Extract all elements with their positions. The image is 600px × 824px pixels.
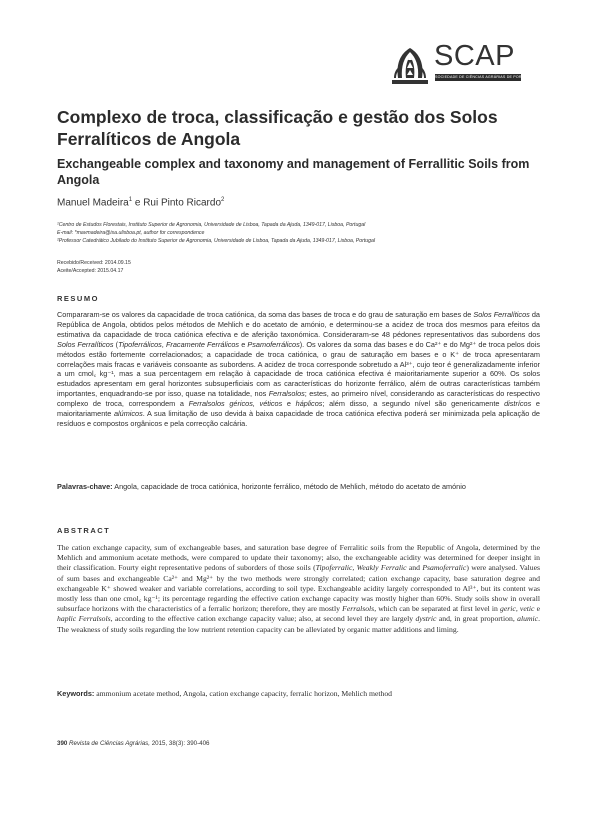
author-separator: e: [132, 197, 144, 209]
author-email: E-mail: *mavmadeira@isa.ulisboa.pt, author for correspondence: [57, 230, 205, 236]
affiliation-2: ²Professor Catedrático Jubilado do Instituto Superior de Agronomia, Universidade de Lisboa, Tapada da Ajuda, 1349-017, Lisboa, Portugal: [57, 238, 376, 244]
scap-emblem-icon: [388, 44, 432, 88]
author-affil-mark: 1: [128, 197, 133, 203]
logo-subtitle: SOCIEDADE DE CIÊNCIAS AGRÁRIAS DE PORTUGAL: [435, 75, 535, 79]
accepted-date: Aceite/Accepted: 2015.04.17: [57, 268, 124, 274]
resumo-heading: RESUMO: [57, 294, 99, 303]
author-name: Manuel Madeira: [57, 197, 129, 209]
title-portuguese: Complexo de troca, classificação e gestão dos Solos Ferralíticos de Angola: [57, 107, 498, 149]
journal-name: Revista de Ciências Agrárias,: [67, 740, 150, 747]
authors: [57, 197, 224, 208]
keywords-en-label: Keywords:: [57, 689, 95, 698]
logo-name: SCAP: [434, 40, 515, 72]
page-footer: [57, 740, 210, 747]
abstract-heading: ABSTRACT: [57, 526, 111, 535]
keywords-en-text: ammonium acetate method, Angola, cation exchange capacity, ferralic horizon, Mehlich method: [94, 689, 393, 698]
scap-logo: [388, 40, 535, 88]
keywords-en: [57, 689, 540, 699]
abstract-text: The cation exchange capacity, sum of exchangeable bases, and saturation base degree of Ferralitic soils from the Republic of Angola, determined by the Mehlich and ammonium acetate methods, were compared to update their taxonomy; also, the exchangeable acidity was determined for deeper insight in their classification. Fourty eight representative pedons of suborders of those soils (Tipoferralic, Weakly Ferralic and Psamoferralic) were analysed. Values of sum bases and exchangeable Ca²⁺ and Mg²⁺ by the two methods were strongly correlated; cation exchange capacity, base saturation degree and exchangeable K⁺ showed weaker and variable correlations, according to soil type. Exchangeable acidity largely corresponded to Al³⁺, but its content was mostly less than one cmol꜀ kg⁻¹; its percentage regarding the effective cation exchange capacity was mostly higher than 60%. Study soils show in overall subsurface horizons with the characteristics of a ferralic horizon; therefore, they are mostly Ferralsols, which can be separated at first level in geric, vetic e haplic Ferralsols, according to the effective cation exchange capacity value; also, at second level they are largely dystric and, in great proportion, alumic. The weakness of study soils regarding the low nutrient retention capacity can be alleviated by organic matter additions and liming.: [57, 543, 540, 634]
affiliation-1: ¹Centro de Estudos Florestais, Instituto Superior de Agronomia, Universidade de Lisboa, Tapada da Ajuda, 1349-017, Lisboa, Portugal: [57, 222, 366, 228]
resumo-text: Compararam-se os valores da capacidade de troca catiónica, da soma das bases de troca e do grau de saturação em bases de Solos Ferralíticos da República de Angola, obtidos pelos métodos de Mehlich e do acetato de amónio, e determinou-se a acidez de troca dos mesmos para efeitos da estimativa da capacidade de troca catiónica efectiva e de aferição taxonómica. Consideraram-se 48 pédones representativos das subordens dos Solos Ferralíticos (Tipoferrálicos, Fracamente Ferrálicos e Psamoferrálicos). Os valores da soma das bases e do Ca²⁺ e do Mg²⁺ de troca pelos dois métodos estão fortemente correlacionados; a capacidade de troca catiónica, o grau de saturação em bases e o K⁺ de troca apresentaram correlações mais fracas e variáveis consoante as subordens. A acidez de troca corresponde sobretudo a Al³⁺, cujo teor é generalizadamente inferior a um cmol꜀ kg⁻¹, mas a sua percentagem em relação à capacidade de troca catiónica efectiva é maioritariamente superior a 60%. Os solos estudados apresentam em geral horizontes subsuperficiais com as características do horizonte ferrálico, além de outras características também importantes, enquadrando-se por isso, quase na totalidade, nos Ferralsolos; estes, ao primeiro nível, considerando as características do respectivo complexo de troca, correspondem a Ferralsolos géricos, véticos e háplicos; além disso, a segundo nível são genericamente distrícos e maioritariamente alúmicos. A sua limitação de uso devida à baixa capacidade de troca catiónica efectiva poderá ser minimizada pela aplicação de resíduos e compostos orgânicos e pela correcção calcária.: [57, 310, 540, 428]
received-date: Recebido/Received: 2014.09.15: [57, 260, 131, 266]
title-english: Exchangeable complex and taxonomy and management of Ferrallitic Soils from Angola: [57, 157, 530, 187]
page-number: 390: [57, 740, 68, 747]
keywords-pt-text: Angola, capacidade de troca catiónica, horizonte ferrálico, método de Mehlich, método do acetato de amónio: [112, 482, 466, 491]
author-name: Rui Pinto Ricardo: [143, 197, 221, 209]
journal-citation: 2015, 38(3): 390-406: [149, 740, 210, 747]
author-affil-mark: 2: [221, 197, 225, 203]
keywords-pt-label: Palavras-chave:: [57, 482, 113, 491]
keywords-pt: [57, 482, 540, 492]
